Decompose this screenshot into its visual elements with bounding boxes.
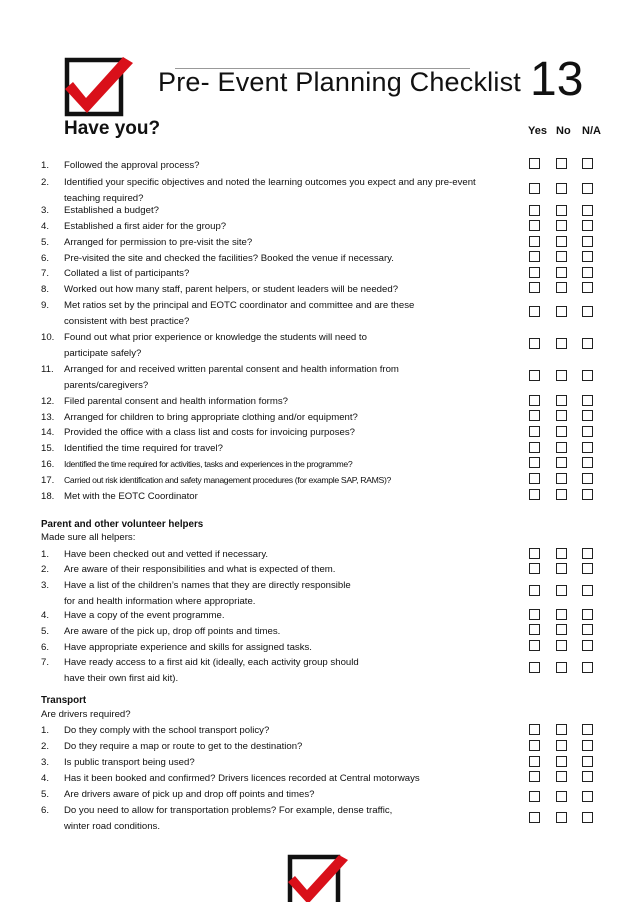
no-checkbox[interactable] xyxy=(556,791,567,802)
item-number: 4. xyxy=(41,773,50,784)
no-checkbox[interactable] xyxy=(556,812,567,823)
item-number: 2. xyxy=(41,177,50,188)
item-text-line: for and health information where appropriate. xyxy=(64,595,256,607)
item-text xyxy=(64,219,484,235)
item-text-line: Collated a list of participants? xyxy=(64,268,190,279)
item-text xyxy=(64,410,484,426)
no-checkbox[interactable] xyxy=(556,473,567,484)
yes-checkbox[interactable] xyxy=(529,183,540,194)
item-text xyxy=(64,755,484,771)
na-checkbox[interactable] xyxy=(582,267,593,278)
yes-checkbox[interactable] xyxy=(529,609,540,620)
column-header-yes: Yes xyxy=(528,125,547,137)
no-checkbox[interactable] xyxy=(556,548,567,559)
item-text xyxy=(64,655,484,686)
na-checkbox[interactable] xyxy=(582,442,593,453)
no-checkbox[interactable] xyxy=(556,640,567,651)
item-number: 7. xyxy=(41,268,50,279)
item-number: 4. xyxy=(41,610,50,621)
na-checkbox[interactable] xyxy=(582,236,593,247)
yes-checkbox[interactable] xyxy=(529,473,540,484)
item-number: 6. xyxy=(41,642,50,653)
page-number: 13 xyxy=(530,53,584,106)
na-checkbox[interactable] xyxy=(582,548,593,559)
yes-checkbox[interactable] xyxy=(529,489,540,500)
yes-checkbox[interactable] xyxy=(529,158,540,169)
yes-checkbox[interactable] xyxy=(529,791,540,802)
yes-checkbox[interactable] xyxy=(529,812,540,823)
item-text-line: parents/caregivers? xyxy=(64,379,149,391)
item-text xyxy=(64,425,484,441)
item-number: 5. xyxy=(41,626,50,637)
item-text xyxy=(64,739,484,755)
item-text xyxy=(64,547,484,563)
item-text-line: Have appropriate experience and skills for assigned tasks. xyxy=(64,642,312,653)
yes-checkbox[interactable] xyxy=(529,740,540,751)
yes-checkbox[interactable] xyxy=(529,624,540,635)
item-text-line: Identified the time required for activities, tasks and experiences in the programme? xyxy=(64,459,353,469)
na-checkbox[interactable] xyxy=(582,756,593,767)
helpers-subheading: Made sure all helpers: xyxy=(41,532,136,543)
na-checkbox[interactable] xyxy=(582,724,593,735)
item-text-line: winter road conditions. xyxy=(64,820,160,832)
na-checkbox[interactable] xyxy=(582,183,593,194)
no-checkbox[interactable] xyxy=(556,410,567,421)
no-checkbox[interactable] xyxy=(556,205,567,216)
item-text-line: Met with the EOTC Coordinator xyxy=(64,491,198,502)
item-text-line: Do you need to allow for transportation problems? For example, dense traffic, xyxy=(64,805,393,816)
no-checkbox[interactable] xyxy=(556,442,567,453)
item-text-line: Pre-visited the site and checked the facilities? Booked the venue if necessary. xyxy=(64,253,394,264)
na-checkbox[interactable] xyxy=(582,410,593,421)
no-checkbox[interactable] xyxy=(556,183,567,194)
item-number: 1. xyxy=(41,160,50,171)
na-checkbox[interactable] xyxy=(582,563,593,574)
item-number: 2. xyxy=(41,564,50,575)
na-checkbox[interactable] xyxy=(582,282,593,293)
na-checkbox[interactable] xyxy=(582,585,593,596)
no-checkbox[interactable] xyxy=(556,426,567,437)
yes-checkbox[interactable] xyxy=(529,563,540,574)
na-checkbox[interactable] xyxy=(582,426,593,437)
item-text xyxy=(64,175,484,206)
item-text xyxy=(64,473,484,489)
item-text xyxy=(64,771,484,787)
item-number: 3. xyxy=(41,205,50,216)
na-checkbox[interactable] xyxy=(582,662,593,673)
yes-checkbox[interactable] xyxy=(529,306,540,317)
na-checkbox[interactable] xyxy=(582,624,593,635)
no-checkbox[interactable] xyxy=(556,756,567,767)
item-text-line: Followed the approval process? xyxy=(64,160,200,171)
item-text-line: Have been checked out and vetted if necessary. xyxy=(64,549,269,560)
item-number: 2. xyxy=(41,741,50,752)
item-number: 3. xyxy=(41,757,50,768)
no-checkbox[interactable] xyxy=(556,370,567,381)
helpers-heading: Parent and other volunteer helpers xyxy=(41,519,204,530)
item-text xyxy=(64,266,484,282)
no-checkbox[interactable] xyxy=(556,457,567,468)
na-checkbox[interactable] xyxy=(582,251,593,262)
red-checkmark-logo-icon xyxy=(64,56,134,118)
item-text xyxy=(64,640,484,656)
no-checkbox[interactable] xyxy=(556,740,567,751)
yes-checkbox[interactable] xyxy=(529,220,540,231)
item-text-line: Are aware of their responsibilities and what is expected of them. xyxy=(64,564,336,575)
no-checkbox[interactable] xyxy=(556,771,567,782)
item-text xyxy=(64,235,484,251)
no-checkbox[interactable] xyxy=(556,306,567,317)
item-text-line: have their own first aid kit). xyxy=(64,672,179,684)
yes-checkbox[interactable] xyxy=(529,267,540,278)
item-number: 16. xyxy=(41,459,55,470)
item-text-line: participate safely? xyxy=(64,347,142,359)
yes-checkbox[interactable] xyxy=(529,640,540,651)
item-text-line: Established a first aider for the group? xyxy=(64,221,227,232)
item-text-line: Arranged for children to bring appropriate clothing and/or equipment? xyxy=(64,412,358,423)
item-text-line: Do they comply with the school transport policy? xyxy=(64,725,270,736)
item-number: 18. xyxy=(41,491,55,502)
na-checkbox[interactable] xyxy=(582,640,593,651)
no-checkbox[interactable] xyxy=(556,282,567,293)
yes-checkbox[interactable] xyxy=(529,548,540,559)
item-number: 6. xyxy=(41,805,50,816)
na-checkbox[interactable] xyxy=(582,338,593,349)
na-checkbox[interactable] xyxy=(582,205,593,216)
no-checkbox[interactable] xyxy=(556,724,567,735)
yes-checkbox[interactable] xyxy=(529,662,540,673)
item-text xyxy=(64,489,484,505)
yes-checkbox[interactable] xyxy=(529,442,540,453)
item-text-line: Are aware of the pick up, drop off points and times. xyxy=(64,626,281,637)
item-text xyxy=(64,158,484,174)
transport-subheading: Are drivers required? xyxy=(41,709,131,720)
item-text-line: Provided the office with a class list and costs for invoicing purposes? xyxy=(64,427,355,438)
item-number: 1. xyxy=(41,549,50,560)
item-text-line: Carried out risk identification and safety management procedures (for example SAP, RAMS)? xyxy=(64,475,391,485)
item-text-line: Has it been booked and confirmed? Drivers licences recorded at Central motorways xyxy=(64,773,420,784)
item-text xyxy=(64,624,484,640)
item-text-line: Arranged for and received written parental consent and health information from xyxy=(64,364,399,375)
na-checkbox[interactable] xyxy=(582,791,593,802)
na-checkbox[interactable] xyxy=(582,489,593,500)
item-number: 3. xyxy=(41,580,50,591)
no-checkbox[interactable] xyxy=(556,338,567,349)
yes-checkbox[interactable] xyxy=(529,585,540,596)
item-text xyxy=(64,282,484,298)
item-number: 15. xyxy=(41,443,55,454)
yes-checkbox[interactable] xyxy=(529,282,540,293)
item-text xyxy=(64,203,484,219)
item-text-line: Are drivers aware of pick up and drop off points and times? xyxy=(64,789,315,800)
item-number: 9. xyxy=(41,300,50,311)
no-checkbox[interactable] xyxy=(556,489,567,500)
yes-checkbox[interactable] xyxy=(529,205,540,216)
na-checkbox[interactable] xyxy=(582,457,593,468)
item-text-line: Is public transport being used? xyxy=(64,757,195,768)
no-checkbox[interactable] xyxy=(556,267,567,278)
no-checkbox[interactable] xyxy=(556,395,567,406)
yes-checkbox[interactable] xyxy=(529,370,540,381)
na-checkbox[interactable] xyxy=(582,812,593,823)
item-text-line: Identified your specific objectives and noted the learning outcomes you expect and any pre-event xyxy=(64,177,476,188)
item-text-line: Do they require a map or route to get to the destination? xyxy=(64,741,303,752)
item-number: 6. xyxy=(41,253,50,264)
item-text xyxy=(64,362,484,393)
na-checkbox[interactable] xyxy=(582,306,593,317)
item-number: 5. xyxy=(41,237,50,248)
item-text-line: Arranged for permission to pre-visit the site? xyxy=(64,237,253,248)
na-checkbox[interactable] xyxy=(582,158,593,169)
na-checkbox[interactable] xyxy=(582,370,593,381)
na-checkbox[interactable] xyxy=(582,395,593,406)
item-text-line: Found out what prior experience or knowledge the students will need to xyxy=(64,332,367,343)
item-number: 11. xyxy=(41,364,54,375)
item-number: 1. xyxy=(41,725,50,736)
page-title: Pre- Event Planning Checklist xyxy=(158,67,521,97)
yes-checkbox[interactable] xyxy=(529,395,540,406)
item-text xyxy=(64,457,484,473)
red-checkmark-footer-icon xyxy=(287,854,349,902)
item-text-line: Established a budget? xyxy=(64,205,159,216)
yes-checkbox[interactable] xyxy=(529,410,540,421)
yes-checkbox[interactable] xyxy=(529,724,540,735)
no-checkbox[interactable] xyxy=(556,585,567,596)
item-number: 10. xyxy=(41,332,55,343)
item-text xyxy=(64,562,484,578)
item-number: 4. xyxy=(41,221,50,232)
item-text-line: Have ready access to a first aid kit (ideally, each activity group should xyxy=(64,657,359,668)
no-checkbox[interactable] xyxy=(556,158,567,169)
item-text-line: consistent with best practice? xyxy=(64,315,190,327)
item-number: 14. xyxy=(41,427,55,438)
na-checkbox[interactable] xyxy=(582,473,593,484)
na-checkbox[interactable] xyxy=(582,740,593,751)
yes-checkbox[interactable] xyxy=(529,426,540,437)
item-text xyxy=(64,787,484,803)
na-checkbox[interactable] xyxy=(582,220,593,231)
no-checkbox[interactable] xyxy=(556,220,567,231)
item-text xyxy=(64,803,484,834)
item-text-line: Filed parental consent and health information forms? xyxy=(64,396,288,407)
na-checkbox[interactable] xyxy=(582,609,593,620)
section-question-heading: Have you? xyxy=(64,118,161,139)
item-text-line: Identified the time required for travel? xyxy=(64,443,223,454)
item-text xyxy=(64,723,484,739)
item-number: 12. xyxy=(41,396,55,407)
item-text xyxy=(64,608,484,624)
item-text xyxy=(64,578,484,609)
yes-checkbox[interactable] xyxy=(529,756,540,767)
item-text xyxy=(64,298,484,329)
item-text-line: Met ratios set by the principal and EOTC coordinator and committee and are these xyxy=(64,300,415,311)
item-text-line: teaching required? xyxy=(64,192,144,204)
no-checkbox[interactable] xyxy=(556,609,567,620)
item-number: 13. xyxy=(41,412,55,423)
item-text-line: Have a list of the children’s names that they are directly responsible xyxy=(64,580,351,591)
item-text-line: Have a copy of the event programme. xyxy=(64,610,225,621)
yes-checkbox[interactable] xyxy=(529,251,540,262)
yes-checkbox[interactable] xyxy=(529,771,540,782)
no-checkbox[interactable] xyxy=(556,624,567,635)
yes-checkbox[interactable] xyxy=(529,457,540,468)
column-header-no: No xyxy=(556,125,571,137)
item-number: 17. xyxy=(41,475,55,486)
item-text xyxy=(64,441,484,457)
no-checkbox[interactable] xyxy=(556,251,567,262)
column-header-na: N/A xyxy=(582,125,601,137)
item-text-line: Worked out how many staff, parent helpers, or student leaders will be needed? xyxy=(64,284,399,295)
item-text xyxy=(64,394,484,410)
item-number: 5. xyxy=(41,789,50,800)
item-number: 7. xyxy=(41,657,50,668)
na-checkbox[interactable] xyxy=(582,771,593,782)
yes-checkbox[interactable] xyxy=(529,236,540,247)
yes-checkbox[interactable] xyxy=(529,338,540,349)
item-text xyxy=(64,251,484,267)
transport-heading: Transport xyxy=(41,695,87,706)
no-checkbox[interactable] xyxy=(556,236,567,247)
item-number: 8. xyxy=(41,284,50,295)
item-text xyxy=(64,330,484,361)
no-checkbox[interactable] xyxy=(556,563,567,574)
no-checkbox[interactable] xyxy=(556,662,567,673)
